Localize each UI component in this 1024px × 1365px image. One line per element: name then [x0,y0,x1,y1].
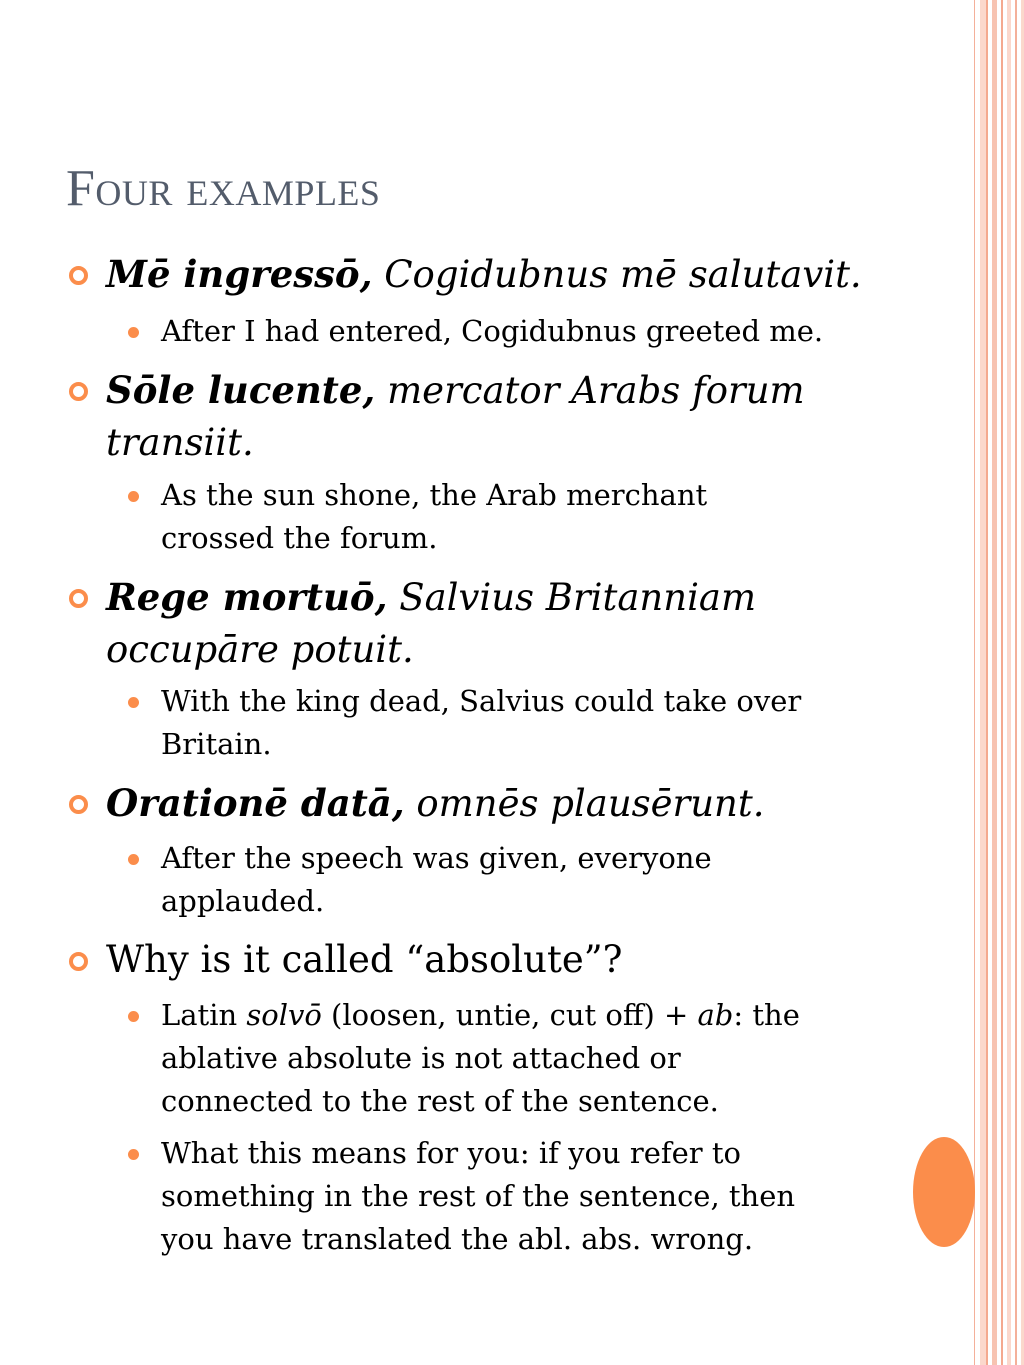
latin-main-clause: Salvius Britanniam [399,576,757,619]
translation-item [0,680,941,766]
translation-item [0,310,941,353]
example-item [0,248,1016,301]
decorative-stripe [1001,0,1003,1365]
latin-main-clause: Cogidubnus mē salutavit. [384,253,862,296]
latin-word: ab [697,998,734,1032]
latin-main-clause: mercator Arabs forum [387,369,805,412]
explanation-item [0,994,941,1123]
decorative-stripe [1015,0,1017,1365]
translation-item [0,474,941,560]
explanation-text: (loosen, untie, cut off) + [321,998,698,1032]
decorative-stripe [986,0,988,1365]
latin-ablative-phrase: Orationē datā, [106,781,405,825]
dot-bullet-icon [128,1011,139,1022]
dot-bullet-icon [128,697,139,708]
explanation-text: connected to the rest of the sentence. [161,1084,719,1118]
example-item [0,571,1016,676]
circle-bullet-icon [69,589,88,608]
circle-bullet-icon [69,952,88,971]
dot-bullet-icon [128,491,139,502]
explanation-text: ablative absolute is not attached or [161,1041,681,1075]
latin-ablative-phrase: Sōle lucente, [106,368,376,412]
translation-text-cont: applauded. [161,884,325,918]
circle-bullet-icon [69,382,88,401]
latin-word: solvō [246,998,322,1032]
advice-item [0,1132,941,1261]
advice-text: you have translated the abl. abs. wrong. [161,1222,754,1256]
advice-text: something in the rest of the sentence, then [161,1179,796,1213]
latin-ablative-phrase: Rege mortuō, [106,575,388,619]
translation-item [0,837,941,923]
slide-title: Four examples [66,160,381,217]
latin-main-clause-cont: transiit. [106,421,254,464]
decorative-stripe [974,0,975,1365]
translation-text-cont: Britain. [161,727,272,761]
circle-bullet-icon [69,795,88,814]
decorative-stripe [1007,0,1011,1365]
latin-ablative-phrase: Mē ingressō, [106,252,373,296]
question-text: Why is it called “absolute”? [106,938,623,981]
example-item [0,364,1016,469]
explanation-text: : the [733,998,800,1032]
decorative-stripe [992,0,997,1365]
translation-text: With the king dead, Salvius could take over [161,684,802,718]
example-item [0,777,1016,830]
dot-bullet-icon [128,327,139,338]
latin-main-clause: omnēs plausērunt. [416,782,765,825]
translation-text: After I had entered, Cogidubnus greeted me. [161,314,824,348]
explanation-text: Latin [161,998,247,1032]
dot-bullet-icon [128,854,139,865]
advice-text: What this means for you: if you refer to [161,1136,741,1170]
translation-text-cont: crossed the forum. [161,521,438,555]
question-item [0,934,1016,986]
dot-bullet-icon [128,1149,139,1160]
translation-text: After the speech was given, everyone [161,841,712,875]
translation-text: As the sun shone, the Arab merchant [161,478,708,512]
circle-bullet-icon [69,266,88,285]
latin-main-clause-cont: occupāre potuit. [106,628,414,671]
